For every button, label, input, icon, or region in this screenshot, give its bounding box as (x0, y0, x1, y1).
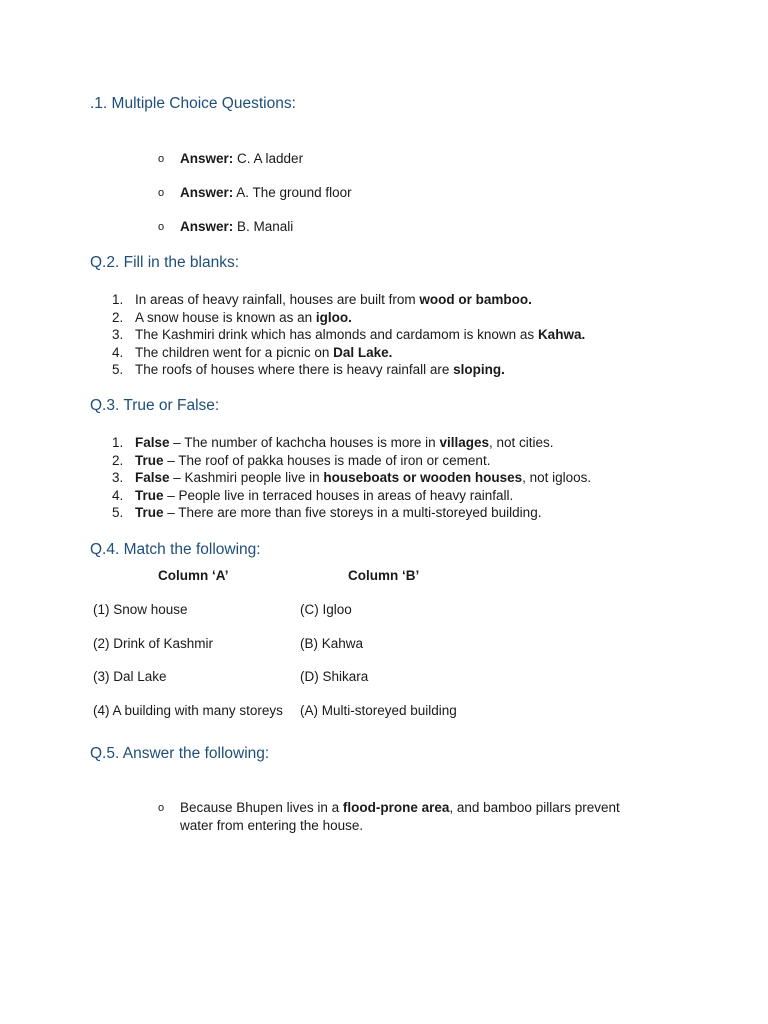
q3-heading: Q.3. True or False: (90, 397, 220, 414)
column-a-cell: (1) Snow house (93, 602, 188, 617)
verdict: True (135, 487, 164, 503)
q3-true-false-list (112, 434, 591, 522)
list-item (112, 361, 585, 379)
answer-text-line2: water from entering the house. (180, 818, 364, 833)
column-a-cell: (4) A building with many storeys (93, 703, 283, 718)
item-text: – People live in terraced houses in areas of heavy rainfall. (163, 487, 514, 503)
answer-emphasis: flood-prone area (342, 800, 450, 815)
column-b-header: Column ‘B’ (348, 568, 420, 583)
column-b-cell: (C) Igloo (300, 602, 352, 617)
item-text: – The roof of pakka houses is made of iron or cement. (163, 452, 491, 468)
answer-text: C. A ladder (233, 151, 304, 166)
verdict: False (135, 435, 170, 450)
item-text: The Kashmiri drink which has almonds and cardamom is known as (135, 327, 538, 342)
verdict: False (135, 470, 170, 485)
item-number: 1. (112, 435, 124, 450)
item-text: – There are more than five storeys in a multi-storeyed building. (163, 505, 542, 520)
item-answer: Dal Lake. (333, 344, 393, 360)
q2-fill-blanks-list (112, 291, 585, 379)
list-item (158, 218, 293, 236)
q4-heading: Q.4. Match the following: (90, 541, 261, 558)
list-item (112, 504, 591, 522)
list-item (112, 469, 591, 487)
item-text: The children went for a picnic on (135, 344, 334, 360)
list-item (158, 150, 303, 168)
item-text: A snow house is known as an (135, 309, 316, 325)
column-a-cell: (2) Drink of Kashmir (93, 636, 214, 651)
item-text: – The number of kachcha houses is more in (169, 435, 440, 450)
column-a-header: Column ‘A’ (158, 568, 229, 583)
item-number: 3. (112, 327, 124, 342)
item-text-tail: , not cities. (488, 435, 554, 450)
answer-label: Answer: (180, 185, 234, 200)
verdict: True (135, 505, 164, 520)
answer-label: Answer: (180, 151, 234, 166)
column-a-cell: (3) Dal Lake (93, 669, 167, 684)
bullet-icon: o (158, 153, 165, 165)
item-number: 2. (112, 309, 124, 325)
bullet-icon: o (158, 221, 165, 233)
item-number: 4. (112, 344, 124, 360)
q1-heading: .1. Multiple Choice Questions: (90, 95, 296, 112)
list-item (112, 326, 585, 344)
item-answer: wood or bamboo. (419, 292, 532, 307)
q5-heading: Q.5. Answer the following: (90, 745, 270, 762)
bullet-icon: o (158, 802, 165, 814)
item-answer: igloo. (315, 309, 352, 325)
list-item (112, 434, 591, 452)
item-number: 1. (112, 292, 124, 307)
list-item (112, 344, 585, 362)
bullet-icon: o (158, 187, 165, 199)
column-b-cell: (A) Multi-storeyed building (300, 703, 457, 718)
list-item (112, 309, 585, 327)
item-text: In areas of heavy rainfall, houses are built from (135, 292, 420, 307)
answer-label: Answer: (180, 219, 234, 234)
answer-text: Because Bhupen lives in a (180, 800, 343, 815)
item-number: 5. (112, 362, 124, 377)
item-number: 5. (112, 505, 124, 520)
item-number: 4. (112, 487, 124, 503)
item-text: – Kashmiri people live in (169, 470, 324, 485)
item-answer: Kahwa. (537, 327, 586, 342)
list-item (112, 291, 585, 309)
column-b-cell: (B) Kahwa (300, 636, 364, 651)
answer-text: A. The ground floor (233, 185, 352, 200)
answer-text-tail: , and bamboo pillars prevent (449, 800, 620, 815)
item-answer: sloping. (453, 362, 505, 377)
q2-heading: Q.2. Fill in the blanks: (90, 254, 240, 271)
verdict: True (135, 452, 164, 468)
item-emphasis: houseboats or wooden houses (323, 470, 523, 485)
list-item (112, 452, 591, 470)
item-emphasis: villages (439, 435, 489, 450)
list-item (158, 799, 660, 835)
item-text-tail: , not igloos. (522, 470, 592, 485)
item-number: 3. (112, 470, 124, 485)
item-text: The roofs of houses where there is heavy rainfall are (135, 362, 454, 377)
q5-answer-list (158, 799, 660, 835)
list-item (112, 487, 591, 505)
answer-text: B. Manali (233, 219, 294, 234)
item-number: 2. (112, 452, 124, 468)
column-b-cell: (D) Shikara (300, 669, 369, 684)
list-item (158, 184, 352, 202)
